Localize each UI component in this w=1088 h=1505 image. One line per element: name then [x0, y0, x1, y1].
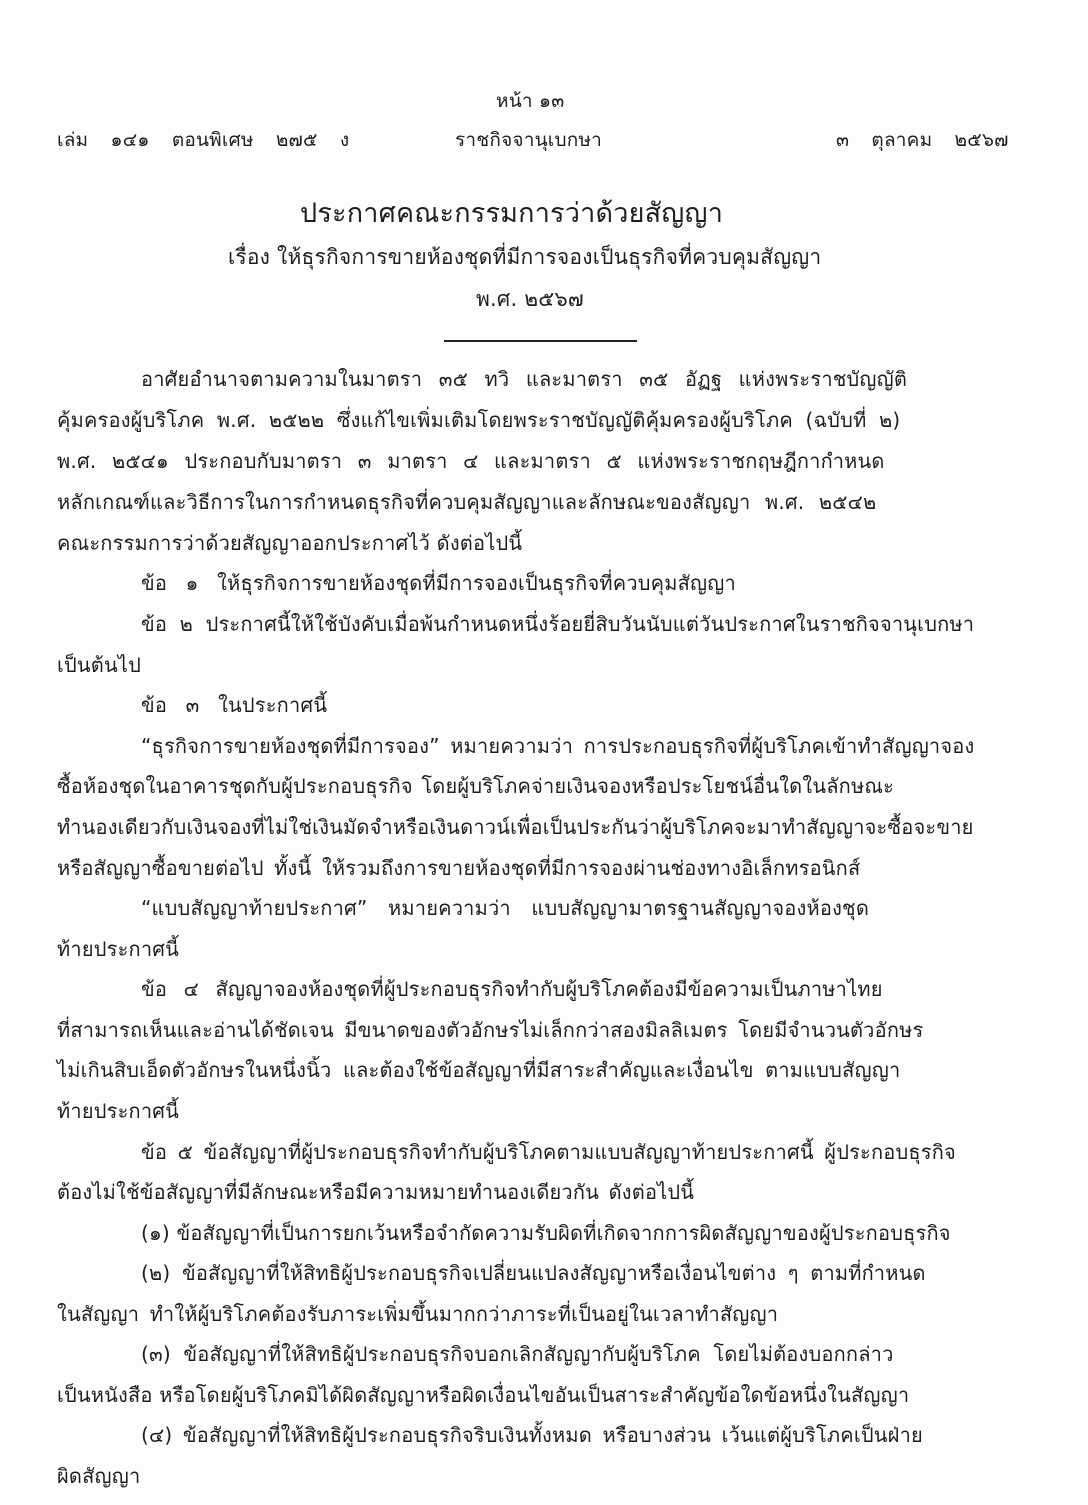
clause-1: ข้อ ๑ ให้ธุรกิจการขายห้องชุดที่มีการจองเป็นธุรกิจที่ควบคุมสัญญา	[141, 571, 736, 595]
clause-3: ข้อ ๓ ในประกาศนี้	[141, 693, 328, 717]
definition-line: “แบบสัญญาท้ายประกาศ” หมายความว่า แบบสัญญามาตรฐานสัญญาจองห้องชุด	[141, 896, 870, 920]
body-line: ที่สามารถเห็นและอ่านได้ชัดเจน มีขนาดของตัวอักษรไม่เล็กกว่าสองมิลลิเมตร โดยมีจำนวนตัวอักษร	[57, 1018, 924, 1042]
body-line: เป็นหนังสือ หรือโดยผู้บริโภคมิได้ผิดสัญญาหรือผิดเงื่อนไขอันเป็นสาระสำคัญข้อใดข้อหนึ่งในสัญญา	[57, 1383, 910, 1407]
body-line: คุ้มครองผู้บริโภค พ.ศ. ๒๕๒๒ ซึ่งแก้ไขเพิ่มเติมโดยพระราชบัญญัติคุ้มครองผู้บริโภค (ฉบับที่ ๒)	[57, 408, 901, 432]
body-line: หลักเกณฑ์และวิธีการในการกำหนดธุรกิจที่ควบคุมสัญญาและลักษณะของสัญญา พ.ศ. ๒๕๔๒	[57, 490, 877, 514]
clause-4: ข้อ ๔ สัญญาจองห้องชุดที่ผู้ประกอบธุรกิจทำกับผู้บริโภคต้องมีข้อความเป็นภาษาไทย	[141, 977, 883, 1001]
body-line: ผิดสัญญา	[57, 1464, 141, 1488]
definition-line: “ธุรกิจการขายห้องชุดที่มีการจอง” หมายความว่า การประกอบธุรกิจที่ผู้บริโภคเข้าทำสัญญาจอง	[141, 734, 975, 758]
publication-date: ๓ ตุลาคม ๒๕๖๗	[836, 129, 1009, 151]
definition-line: ซื้อห้องชุดในอาคารชุดกับผู้ประกอบธุรกิจ โดยผู้บริโภคจ่ายเงินจองหรือประโยชน์อื่นใดในลักษณะ	[57, 774, 895, 798]
definition-line: หรือสัญญาซื้อขายต่อไป ทั้งนี้ ให้รวมถึงการขายห้องชุดที่มีการจองผ่านช่องทางอิเล็กทรอนิกส์	[57, 856, 861, 880]
definition-line: ทำนองเดียวกับเงินจองที่ไม่ใช่เงินมัดจำหรือเงินดาวน์เพื่อเป็นประกันว่าผู้บริโภคจะมาทำสัญญาจะซื้อจะขาย	[57, 815, 974, 839]
body-line: ต้องไม่ใช้ข้อสัญญาที่มีลักษณะหรือมีความหมายทำนองเดียวกัน ดังต่อไปนี้	[57, 1180, 695, 1204]
definition-line: ท้ายประกาศนี้	[57, 937, 180, 961]
body-line: ในสัญญา ทำให้ผู้บริโภคต้องรับภาระเพิ่มขึ้นมากกว่าภาระที่เป็นอยู่ในเวลาทำสัญญา	[57, 1302, 779, 1326]
sub-clause-3: (๓) ข้อสัญญาที่ให้สิทธิผู้ประกอบธุรกิจบอกเลิกสัญญากับผู้บริโภค โดยไม่ต้องบอกกล่าว	[141, 1342, 894, 1366]
sub-clause-2: (๒) ข้อสัญญาที่ให้สิทธิผู้ประกอบธุรกิจเปลี่ยนแปลงสัญญาหรือเงื่อนไขต่าง ๆ ตามที่กำหนด	[141, 1261, 926, 1285]
body-line: ท้ายประกาศนี้	[57, 1099, 180, 1123]
gazette-name: ราชกิจจานุเบกษา	[455, 129, 603, 151]
page-number: หน้า ๑๓	[496, 90, 565, 112]
body-line: พ.ศ. ๒๕๔๑ ประกอบกับมาตรา ๓ มาตรา ๔ และมาตรา ๕ แห่งพระราชกฤษฎีกากำหนด	[57, 449, 885, 473]
announcement-year: พ.ศ. ๒๕๖๗	[476, 287, 584, 311]
title-divider	[444, 340, 637, 342]
clause-5: ข้อ ๕ ข้อสัญญาที่ผู้ประกอบธุรกิจทำกับผู้บริโภคตามแบบสัญญาท้ายประกาศนี้ ผู้ประกอบธุรกิจ	[141, 1140, 956, 1164]
body-line: เป็นต้นไป	[57, 653, 142, 677]
sub-clause-1: (๑) ข้อสัญญาที่เป็นการยกเว้นหรือจำกัดความรับผิดที่เกิดจากการผิดสัญญาของผู้ประกอบธุรกิจ	[141, 1221, 951, 1245]
body-line: คณะกรรมการว่าด้วยสัญญาออกประกาศไว้ ดังต่อไปนี้	[57, 531, 523, 555]
clause-2: ข้อ ๒ ประกาศนี้ให้ใช้บังคับเมื่อพ้นกำหนดหนึ่งร้อยยี่สิบวันนับแต่วันประกาศในราชกิจจานุเบกษา	[141, 612, 975, 636]
announcement-subject: เรื่อง ให้ธุรกิจการขายห้องชุดที่มีการจองเป็นธุรกิจที่ควบคุมสัญญา	[228, 245, 822, 269]
announcement-title: ประกาศคณะกรรมการว่าด้วยสัญญา	[300, 198, 724, 229]
sub-clause-4: (๔) ข้อสัญญาที่ให้สิทธิผู้ประกอบธุรกิจริบเงินทั้งหมด หรือบางส่วน เว้นแต่ผู้บริโภคเป็นฝ่าย	[141, 1423, 923, 1447]
body-line: อาศัยอำนาจตามความในมาตรา ๓๕ ทวิ และมาตรา ๓๕ อัฏฐ แห่งพระราชบัญญัติ	[141, 367, 908, 391]
gazette-volume: เล่ม ๑๔๑ ตอนพิเศษ ๒๗๕ ง	[57, 129, 350, 151]
body-line: ไม่เกินสิบเอ็ดตัวอักษรในหนึ่งนิ้ว และต้องใช้ข้อสัญญาที่มีสาระสำคัญและเงื่อนไข ตามแบบสัญญา	[57, 1058, 901, 1082]
